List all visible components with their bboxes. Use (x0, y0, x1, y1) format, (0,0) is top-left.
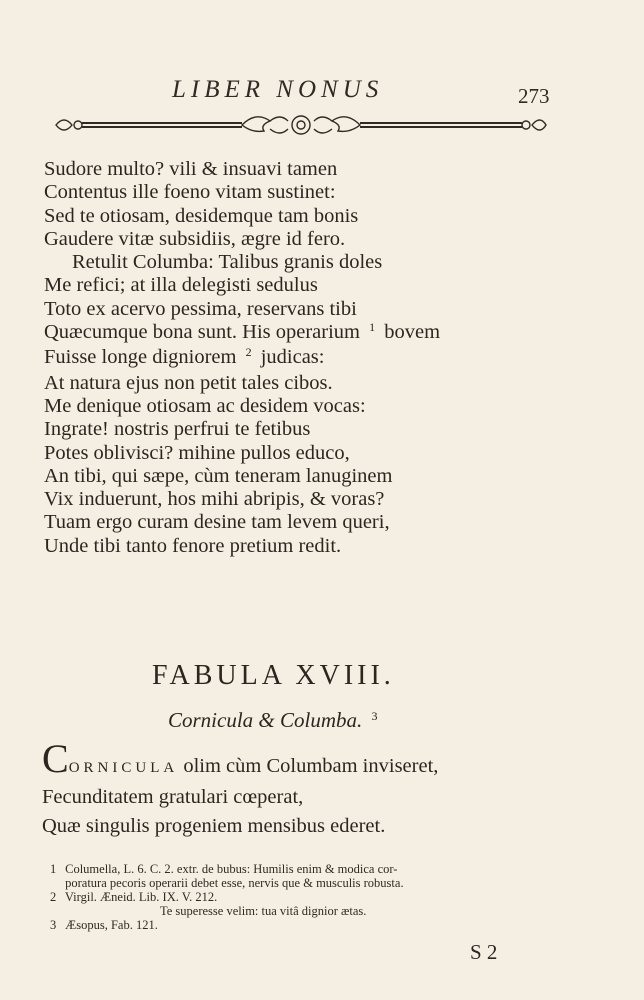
footnote-ref[interactable]: 1 (369, 320, 376, 335)
ornament-rule (52, 108, 550, 142)
footnote (50, 862, 550, 876)
poem-text (44, 158, 524, 558)
footnote-text: Virgil. Æneid. Lib. IX. V. 212. (64, 890, 218, 904)
footnote-ref[interactable]: 3 (371, 709, 378, 723)
fable-line-text: olim cùm Columbam inviseret, (183, 755, 439, 777)
poem-line: Unde tibi tanto fenore pretium redit. (44, 534, 342, 557)
poem-line-text: Quæcumque bona sunt. His operarium (44, 321, 360, 344)
footnote-text: poratura pecoris operarii debet esse, nervis que & musculis robusta. (65, 876, 404, 890)
footnote-ref[interactable]: 2 (245, 345, 252, 360)
page-number: 273 (518, 84, 550, 108)
footnote-number: 1 (50, 862, 57, 876)
poem-line: Sudore multo? vili & insuavi tamen (44, 158, 338, 180)
poem-line: Sed te otiosam, desidemque tam bonis (44, 204, 359, 227)
poem-line (44, 346, 524, 371)
poem-line-text: Fuisse longe digniorem (44, 346, 237, 369)
running-head: LIBER NONUS (172, 76, 384, 103)
fable-subtitle-text: Cornicula & Columba. (168, 708, 363, 732)
poem-line: Ingrate! nostris perfrui te fetibus (44, 418, 311, 441)
poem-line: Retulit Columba: Talibus granis doles (72, 251, 383, 274)
footnote-number: 3 (50, 918, 57, 932)
poem-line: Potes oblivisci? mihine pullos educo, (44, 441, 350, 464)
poem-line: At natura ejus non petit tales cibos. (44, 371, 333, 394)
first-word: ORNICULA (68, 760, 179, 776)
poem-line: Me denique otiosam ac desidem vocas: (44, 394, 366, 417)
signature-mark: S 2 (470, 940, 498, 964)
footnote (50, 890, 550, 904)
poem-line: Toto ex acervo pessima, reservans tibi (44, 297, 357, 320)
footnote-text: Columella, L. 6. C. 2. extr. de bubus: Humilis enim & modica cor- (65, 862, 398, 876)
fable-line (42, 736, 562, 783)
footnote-quote: Te superesse velim: tua vitâ dignior ætas. (160, 904, 367, 918)
fable-line: Fecunditatem gratulari cœperat, (42, 786, 304, 808)
footnote-text: Æsopus, Fab. 121. (65, 918, 158, 932)
fable-title: FABULA XVIII. (152, 660, 395, 691)
footnote (50, 876, 550, 890)
fable-text (42, 736, 562, 841)
poem-line-tail: bovem (384, 321, 441, 344)
drop-cap: C (42, 736, 69, 781)
fable-line: Quæ singulis progeniem mensibus ederet. (42, 815, 386, 837)
poem-line: Gaudere vitæ subsidiis, ægre id fero. (44, 227, 346, 250)
poem-line (44, 321, 524, 346)
footnotes (50, 862, 550, 932)
poem-line-tail: judicas: (260, 346, 325, 369)
footnote-number: 2 (50, 890, 57, 904)
poem-line: Vix induerunt, hos mihi abripis, & voras? (44, 488, 385, 511)
poem-line: Contentus ille foeno vitam sustinet: (44, 181, 336, 204)
fable-subtitle (168, 708, 382, 733)
poem-line: Tuam ergo curam desine tam levem queri, (44, 511, 390, 534)
footnote (50, 918, 550, 932)
poem-line: An tibi, qui sæpe, cùm teneram lanuginem (44, 464, 393, 487)
poem-line: Me refici; at illa delegisti sedulus (44, 274, 318, 297)
